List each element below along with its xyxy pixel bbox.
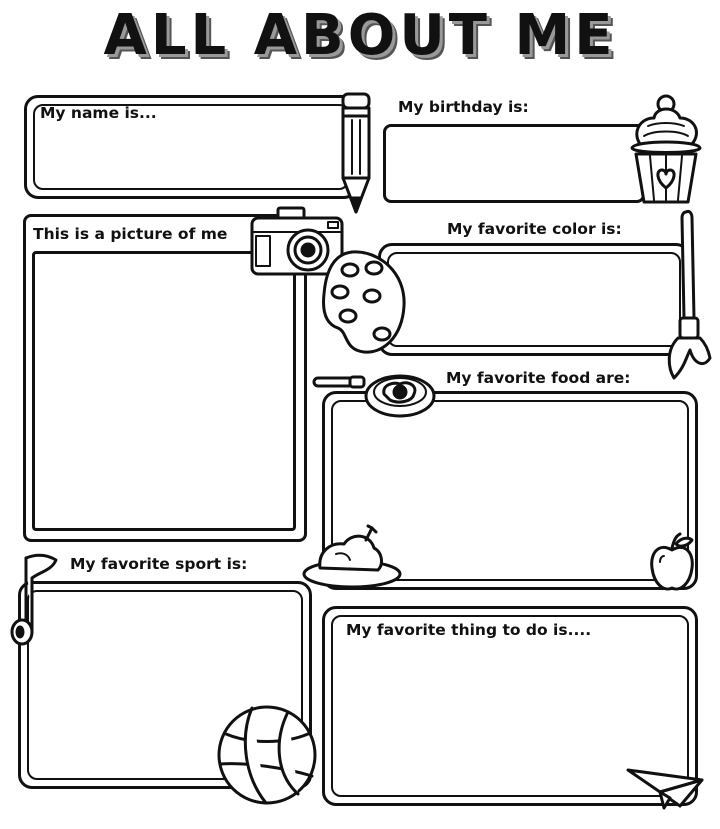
picture-prompt: This is a picture of me <box>33 225 228 243</box>
paintbrush-icon <box>664 208 716 384</box>
apple-icon <box>648 532 696 594</box>
picture-box[interactable] <box>32 251 296 531</box>
basketball-icon <box>216 704 318 806</box>
pencil-icon <box>336 90 376 218</box>
food-prompt: My favorite food are: <box>446 369 631 387</box>
frying-pan-egg-icon <box>312 366 436 418</box>
music-note-icon <box>8 548 60 648</box>
roast-chicken-icon <box>300 524 404 590</box>
paint-palette-icon <box>318 246 410 358</box>
color-box[interactable] <box>378 243 690 356</box>
page-title: ALL ABOUT ME <box>103 3 617 68</box>
paper-plane-icon <box>624 762 706 810</box>
birthday-prompt: My birthday is: <box>398 98 529 116</box>
birthday-box[interactable] <box>383 124 645 203</box>
cupcake-icon <box>626 92 706 208</box>
thing-prompt: My favorite thing to do is.... <box>346 621 592 639</box>
name-prompt: My name is... <box>40 104 157 122</box>
color-prompt: My favorite color is: <box>447 220 622 238</box>
sport-prompt: My favorite sport is: <box>70 555 248 573</box>
